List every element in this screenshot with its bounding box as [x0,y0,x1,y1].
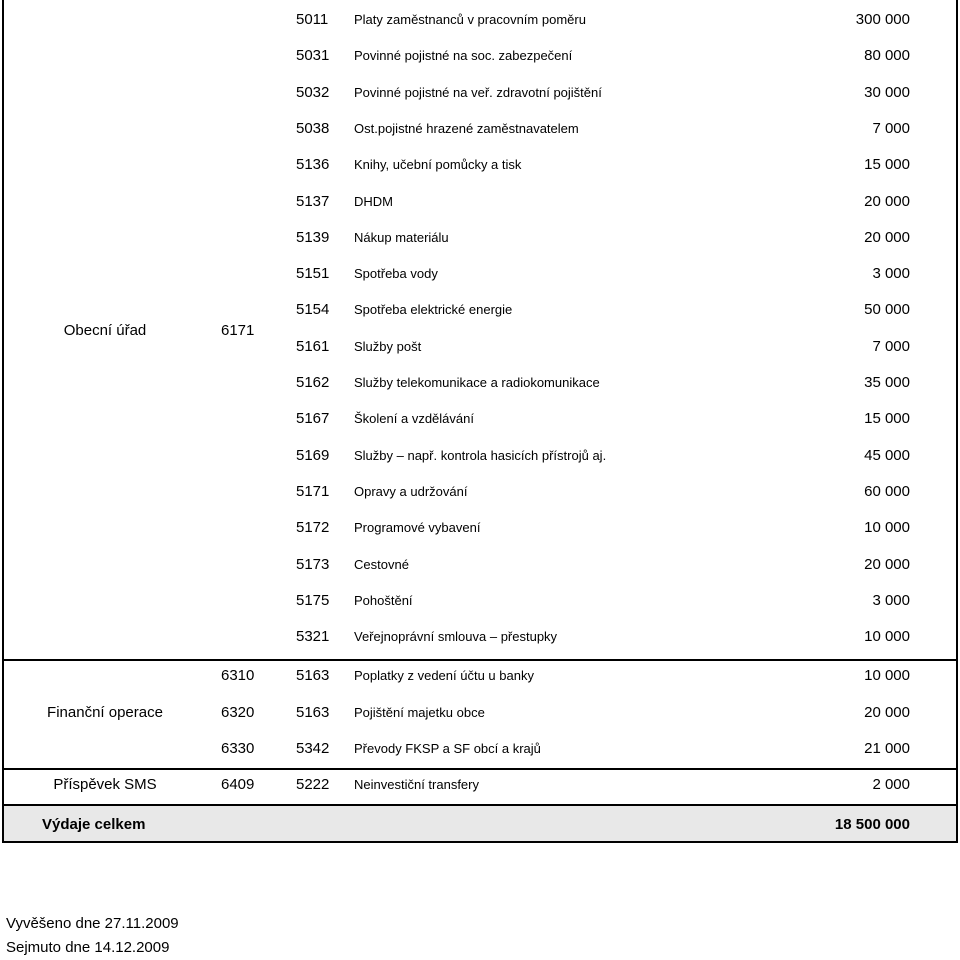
item-code-cell: 5154 [296,301,330,319]
item-code-cell: 5171 [296,482,330,500]
item-code-cell: 5137 [296,192,330,210]
item-amount-cell: 10 000 [864,667,910,684]
item-description-cell: Služby pošt [354,338,422,354]
item-code-cell: 5038 [296,119,330,137]
item-amount-cell: 10 000 [864,519,910,537]
item-description-cell: Poplatky z vedení účtu u banky [354,668,534,683]
item-description-cell: Služby telekomunikace a radiokomunikace [354,375,600,390]
item-code-cell: 5222 [296,776,330,793]
item-code-cell: 5162 [296,374,330,391]
item-description-cell: Programové vybavení [354,520,481,536]
paragraf-cell: 6330 [221,740,255,757]
item-amount-cell: 15 000 [864,156,910,174]
item-description-cell: Knihy, učební pomůcky a tisk [354,157,522,173]
item-code-cell: 5175 [296,591,330,609]
item-amount-cell: 7 000 [872,119,910,137]
posted-date: Vyvěšeno dne 27.11.2009 [6,915,179,932]
item-description-cell: Služby – např. kontrola hasicích přístrojů aj. [354,447,607,463]
item-description-cell: Opravy a udržování [354,483,468,499]
item-description-cell: Pohoštění [354,592,413,608]
item-amount-cell: 50 000 [864,301,910,319]
item-description-cell: Veřejnoprávní smlouva – přestupky [354,629,558,645]
group-paragraf-obecni-urad: 6171 [221,322,255,339]
total-label: Výdaje celkem [42,816,146,833]
item-amount-cell: 2 000 [872,776,910,793]
group-label-obecni-urad: Obecní úřad [63,322,147,339]
item-description-cell: Neinvestiční transfery [354,777,479,792]
row-divider [2,768,958,770]
item-description-cell: Převody FKSP a SF obcí a krajů [354,741,541,756]
item-amount-cell: 20 000 [864,704,910,721]
item-description-cell: Spotřeba elektrické energie [354,302,513,318]
item-amount-cell: 7 000 [872,337,910,355]
item-description-cell: Ost.pojistné hrazené zaměstnavatelem [354,120,579,136]
item-description-cell: Školení a vzdělávání [354,411,474,427]
group-label-prispevek-sms: Příspěvek SMS [53,776,157,793]
total-amount: 18 500 000 [834,816,910,833]
item-amount-cell: 15 000 [864,410,910,428]
item-code-cell: 5172 [296,519,330,537]
group-paragraf-prispevek-sms: 6409 [221,776,255,793]
item-amount-cell: 300 000 [855,11,910,28]
item-code-cell: 5011 [296,11,329,28]
item-code-cell: 5321 [296,628,330,646]
item-code-cell: 5032 [296,83,330,101]
row-divider [2,659,958,661]
row-divider [2,804,958,806]
item-code-cell: 5139 [296,228,330,246]
item-code-cell: 5173 [296,555,330,573]
item-amount-cell: 45 000 [864,446,910,464]
item-amount-cell: 3 000 [872,265,910,283]
item-amount-cell: 20 000 [864,228,910,246]
item-amount-cell: 60 000 [864,482,910,500]
group-label-financni-operace: Finanční operace [47,704,163,721]
item-description-cell: Spotřeba vody [354,266,438,282]
item-amount-cell: 30 000 [864,83,910,101]
item-amount-cell: 20 000 [864,192,910,210]
item-code-cell: 5163 [296,667,330,684]
item-amount-cell: 21 000 [864,740,910,757]
item-description-cell: Nákup materiálu [354,229,449,245]
item-code-cell: 5136 [296,156,330,174]
paragraf-cell: 6320 [221,704,255,721]
item-description-cell: Cestovné [354,556,409,572]
item-amount-cell: 20 000 [864,555,910,573]
item-code-cell: 5151 [296,265,330,283]
item-code-cell: 5167 [296,410,330,428]
item-amount-cell: 35 000 [864,374,910,391]
item-code-cell: 5161 [296,337,330,355]
item-amount-cell: 80 000 [864,47,910,65]
removed-date: Sejmuto dne 14.12.2009 [6,939,170,956]
item-code-cell: 5342 [296,740,330,757]
item-code-cell: 5031 [296,47,330,65]
item-code-cell: 5163 [296,704,330,721]
item-description-cell: Povinné pojistné na veř. zdravotní pojištění [354,84,602,100]
item-amount-cell: 3 000 [872,591,910,609]
item-description-cell: DHDM [354,193,393,209]
item-description-cell: Povinné pojistné na soc. zabezpečení [354,48,573,64]
paragraf-cell: 6310 [221,667,255,684]
item-amount-cell: 10 000 [864,628,910,646]
item-description-cell: Pojištění majetku obce [354,705,485,720]
item-description-cell: Platy zaměstnanců v pracovním poměru [354,12,586,27]
item-code-cell: 5169 [296,446,330,464]
